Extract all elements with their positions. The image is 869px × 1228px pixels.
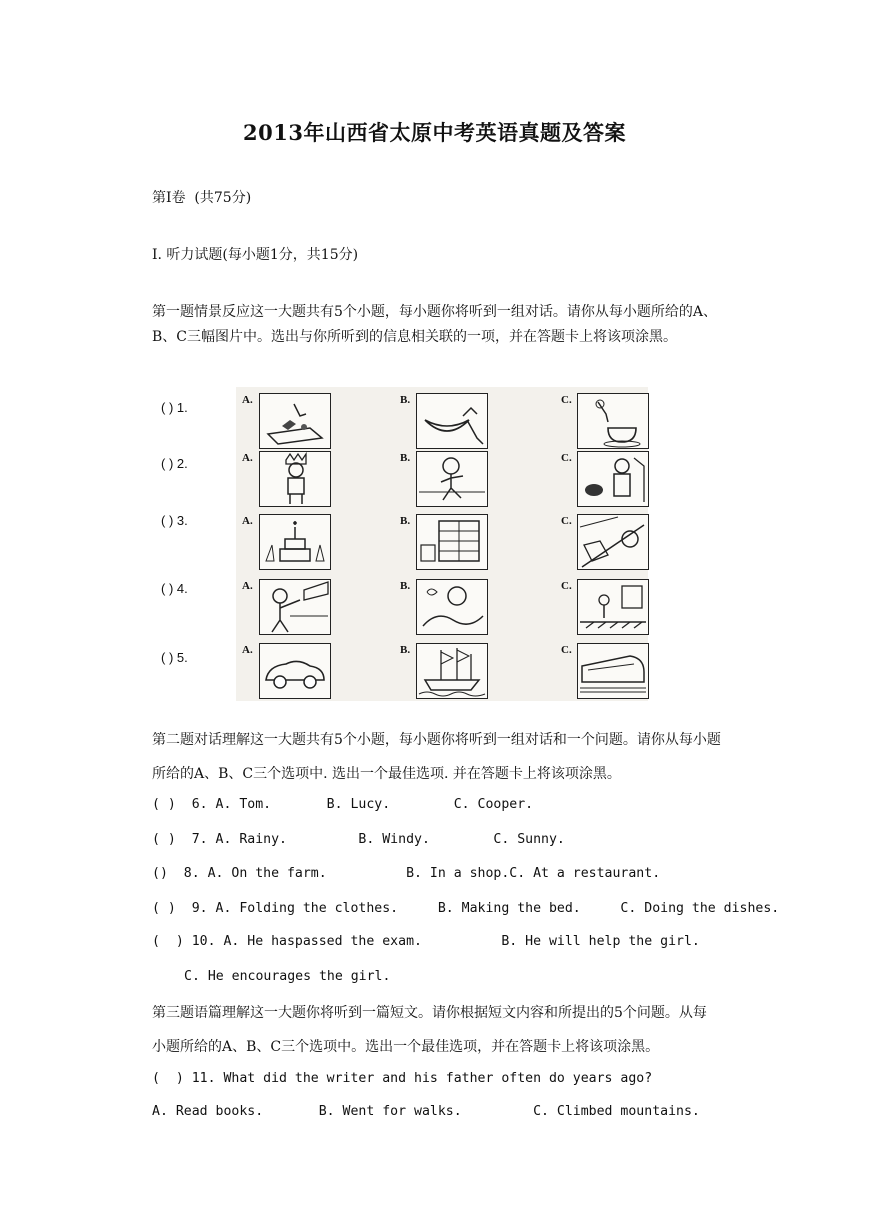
part3-intro-line2: 小题所给的A、B、C三个选项中。选出一个最佳选项，并在答题卡上将该项涂黑。	[152, 1039, 660, 1055]
option-letter-b: B.	[400, 580, 411, 592]
option-letter-a: A.	[242, 644, 253, 656]
picture-question-label: ( ) 1.	[161, 400, 188, 415]
option-letter-b: B.	[400, 452, 411, 464]
picture-sports-field	[577, 514, 649, 570]
option-letter-b: B.	[400, 644, 411, 656]
section-heading: 第Ⅰ卷 (共75分)	[152, 190, 252, 206]
option-letter-a: A.	[242, 394, 253, 406]
option-letter-a: A.	[242, 515, 253, 527]
option-letter-b: B.	[400, 515, 411, 527]
picture-pouring-tea	[577, 393, 649, 449]
picture-train	[577, 643, 649, 699]
picture-question-label: ( ) 5.	[161, 650, 188, 665]
option-letter-c: C.	[561, 452, 572, 464]
part3-intro-line1: 第三题语篇理解这一大题你将听到一篇短文。请你根据短文内容和所提出的5个问题。从每	[152, 1005, 707, 1021]
picture-cutting-vegetables	[259, 393, 331, 449]
picture-boy-with-crown	[259, 451, 331, 507]
option-letter-c: C.	[561, 515, 572, 527]
picture-child-drawing	[416, 579, 488, 635]
question-8: () 8. A. On the farm. B. In a shop.C. At a restaurant.	[152, 866, 661, 881]
option-letter-b: B.	[400, 394, 411, 406]
picture-crosswalk	[577, 579, 649, 635]
picture-magician	[577, 451, 649, 507]
question-10-option-c: C. He encourages the girl.	[184, 969, 391, 984]
question-7: ( ) 7. A. Rainy. B. Windy. C. Sunny.	[152, 832, 565, 847]
picture-person-painting	[259, 579, 331, 635]
part2-intro-line1: 第二题对话理解这一大题共有5个小题，每小题你将听到一组对话和一个问题。请你从每小题	[152, 732, 721, 748]
question-6: ( ) 6. A. Tom. B. Lucy. C. Cooper.	[152, 797, 534, 812]
part1-intro-line1: 第一题情景反应这一大题共有5个小题，每小题你将听到一组对话。请你从每小题所给的A、	[152, 304, 718, 320]
option-letter-c: C.	[561, 644, 572, 656]
picture-birthday-cake	[259, 514, 331, 570]
option-letter-a: A.	[242, 580, 253, 592]
page-title: 2013年山西省太原中考英语真题及答案	[243, 120, 626, 145]
option-letter-c: C.	[561, 580, 572, 592]
picture-ship	[416, 643, 488, 699]
picture-question-label: ( ) 4.	[161, 581, 188, 596]
part1-intro-line2: B、C三幅图片中。选出与你所听到的信息相关联的一项，并在答题卡上将该项涂黑。	[152, 329, 677, 345]
question-10: ( ) 10. A. He haspassed the exam. B. He will help the girl.	[152, 934, 700, 949]
picture-question-label: ( ) 3.	[161, 513, 188, 528]
picture-car	[259, 643, 331, 699]
part2-intro-line2: 所给的A、B、C三个选项中. 选出一个最佳选项. 并在答题卡上将该项涂黑。	[152, 766, 621, 782]
picture-banana	[416, 393, 488, 449]
question-11: ( ) 11. What did the writer and his father often do years ago?	[152, 1071, 653, 1086]
question-11-options: A. Read books. B. Went for walks. C. Climbed mountains.	[152, 1104, 700, 1119]
picture-shop-shelves	[416, 514, 488, 570]
option-letter-c: C.	[561, 394, 572, 406]
picture-question-label: ( ) 2.	[161, 456, 188, 471]
option-letter-a: A.	[242, 452, 253, 464]
question-9: ( ) 9. A. Folding the clothes. B. Making the bed. C. Doing the dishes.	[152, 901, 780, 916]
part-heading: Ⅰ. 听力试题(每小题1分，共15分)	[152, 247, 359, 263]
picture-boy-running	[416, 451, 488, 507]
